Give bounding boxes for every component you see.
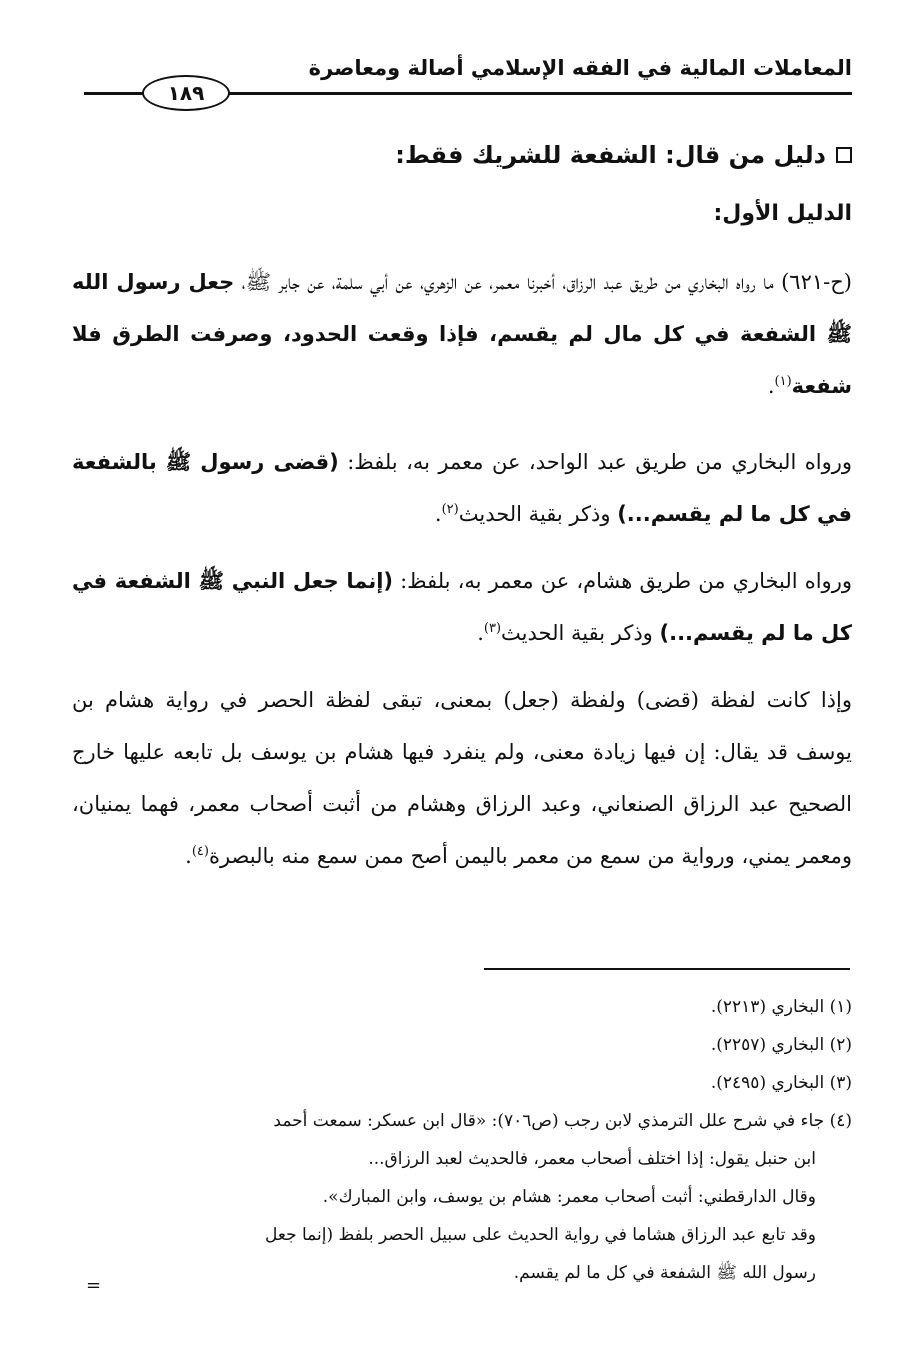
footnote-ref-3: (٣) (483, 621, 502, 636)
square-bullet-icon (836, 147, 852, 163)
paragraph-hisham-narration (72, 555, 852, 659)
footnotes (62, 988, 852, 1292)
paragraph-abdulwahid-narration (72, 436, 852, 540)
footnote-4-line-2: ابن حنبل يقول: إذا اختلف أصحاب معمر، فالحديث لعبد الرزاق... (368, 1149, 816, 1169)
footnote-4: (٤) جاء في شرح علل الترمذي لابن رجب (ص٧٠٦): «قال ابن عسكر: سمعت أحمد (273, 1111, 852, 1131)
p3-quote: (إنما جعل النبي ﷺ الشفعة في كل ما لم يقسم...) (72, 569, 852, 645)
p1-hadith-text: جعل رسول الله ﷺ الشفعة في كل مال لم يقسم، فإذا وقعت الحدود، وصرفت الطرق فلا شفعة (72, 270, 852, 398)
footnote-4-line-5: رسول الله ﷺ الشفعة في كل ما لم يقسم. (513, 1263, 816, 1283)
p1-end: . (767, 374, 775, 398)
page-number: ١٨٩ (142, 75, 230, 111)
p4-end: . (185, 844, 192, 868)
p3-tail: وذكر بقية الحديث (501, 621, 660, 645)
p2-quote: (قضى رسول ﷺ بالشفعة في كل ما لم يقسم...) (72, 450, 852, 526)
p3-intro: ورواه البخاري من طريق هشام، عن معمر به، بلفظ: (393, 569, 852, 593)
p1-intro: (ح-٦٢١) ما رواه البخاري من طريق عبد الرزاق، أخبرنا معمر، عن الزهري، عن أبي سلمة، عن جابر ﷺ، (234, 270, 852, 294)
continuation-mark: = (86, 1275, 102, 1296)
footnote-4-line-3: وقال الدارقطني: أثبت أصحاب معمر: هشام بن يوسف، وابن المبارك». (322, 1187, 816, 1207)
footnote-ref-2: (٢) (441, 502, 459, 517)
p2-intro: ورواه البخاري من طريق عبد الواحد، عن معمر به، بلفظ: (338, 450, 853, 474)
footnote-1: (١) البخاري (٢٢١٣). (710, 997, 852, 1017)
footnote-2: (٢) البخاري (٢٢٥٧). (710, 1035, 852, 1055)
footnote-4-line-4: وقد تابع عبد الرزاق هشاما في رواية الحديث على سبيل الحصر بلفظ (إنما جعل (265, 1225, 816, 1245)
p2-tail: وذكر بقية الحديث (458, 502, 618, 526)
section-title-text: دليل من قال: الشفعة للشريك فقط: (395, 141, 826, 169)
footnote-ref-1: (١) (774, 374, 792, 389)
section-title (395, 136, 852, 174)
paragraph-hadith-621 (72, 256, 852, 412)
footnote-separator (484, 968, 850, 970)
evidence-subheading: الدليل الأول: (713, 201, 852, 226)
footnote-ref-4: (٤) (191, 844, 209, 859)
p2-end: . (434, 502, 442, 526)
footnote-3: (٣) البخاري (٢٤٩٥). (710, 1073, 852, 1093)
running-title: المعاملات المالية في الفقه الإسلامي أصالة ومعاصرة (308, 56, 852, 80)
p3-end: . (477, 621, 484, 645)
paragraph-analysis (72, 674, 852, 882)
p4-text: وإذا كانت لفظة (قضى) ولفظة (جعل) بمعنى، تبقى لفظة الحصر في رواية هشام بن يوسف قد يقال: إن فيها زيادة معنى، ولم ينفرد فيها هشام بن يوسف بل تابعه عليها خارج الصحيح عبد الرزاق الصنعاني، وعبد الرزاق وهشام من أثبت أصحاب معمر، فهما يمنيان، ومعمر يمني، ورواية من سمع من معمر باليمن أصح ممن سمع منه بالبصرة (72, 688, 852, 868)
